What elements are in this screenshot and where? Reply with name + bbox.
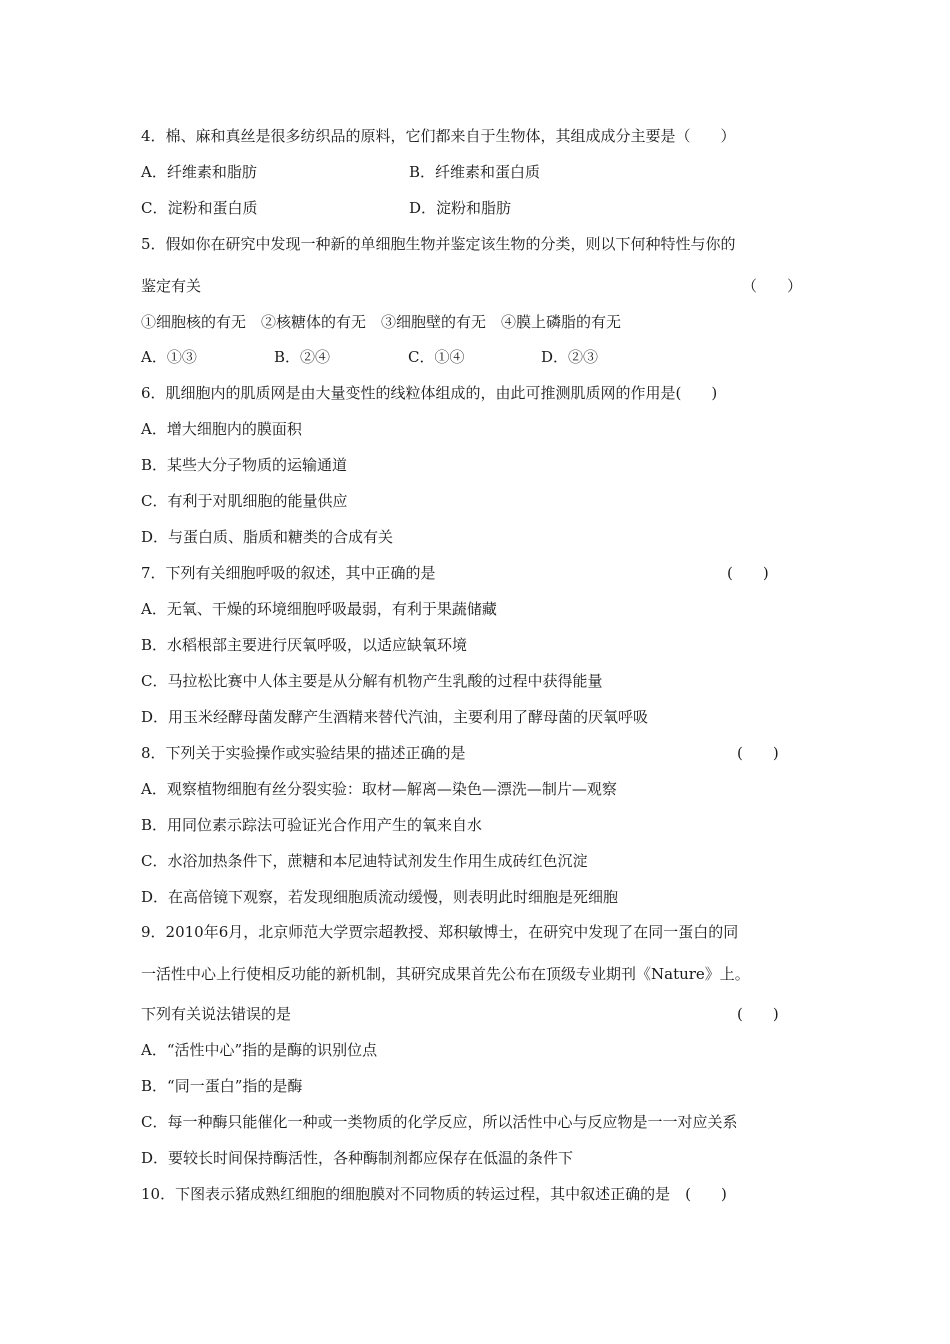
q9-option-b: B．“同一蛋白”指的是酶 bbox=[141, 1077, 303, 1095]
q9-option-c: C．每一种酶只能催化一种或一类物质的化学反应，所以活性中心与反应物是一一对应关系 bbox=[141, 1113, 738, 1131]
q6-option-d: D．与蛋白质、脂质和糖类的合成有关 bbox=[141, 528, 394, 546]
q9-stem-line3: 下列有关说法错误的是 bbox=[141, 1005, 292, 1023]
q8-option-d: D．在高倍镜下观察，若发现细胞质流动缓慢，则表明此时细胞是死细胞 bbox=[141, 888, 619, 906]
q5-option-a: A．①③ bbox=[141, 348, 197, 366]
q5-items: ①细胞核的有无 ②核糖体的有无 ③细胞壁的有无 ④膜上磷脂的有无 bbox=[141, 313, 622, 331]
q6-option-b: B．某些大分子物质的运输通道 bbox=[141, 456, 348, 474]
q9-answer-paren: ( ) bbox=[737, 1005, 779, 1023]
q7-stem: 7．下列有关细胞呼吸的叙述，其中正确的是 bbox=[141, 564, 436, 582]
q8-option-c: C．水浴加热条件下，蔗糖和本尼迪特试剂发生作用生成砖红色沉淀 bbox=[141, 852, 588, 870]
q5-answer-paren: （ ） bbox=[742, 277, 803, 295]
q5-stem-line2: 鉴定有关 bbox=[141, 277, 202, 295]
q4-option-a: A．纤维素和脂肪 bbox=[141, 163, 257, 181]
q5-option-b: B．②④ bbox=[274, 348, 331, 366]
q8-option-a: A．观察植物细胞有丝分裂实验：取材—解离—染色—漂洗—制片—观察 bbox=[141, 780, 617, 798]
q6-option-a: A．增大细胞内的膜面积 bbox=[141, 420, 302, 438]
q4-option-d: D．淀粉和脂肪 bbox=[409, 199, 512, 217]
q9-stem-line1: 9．2010年6月，北京师范大学贾宗超教授、郑积敏博士，在研究中发现了在同一蛋白的同 bbox=[141, 923, 739, 941]
q7-option-d: D．用玉米经酵母菌发酵产生酒精来替代汽油，主要利用了酵母菌的厌氧呼吸 bbox=[141, 708, 649, 726]
q9-stem-line2: 一活性中心上行使相反功能的新机制，其研究成果首先公布在顶级专业期刊《Nature》上。 bbox=[141, 965, 750, 983]
q10-stem: 10．下图表示猪成熟红细胞的细胞膜对不同物质的转运过程，其中叙述正确的是 ( ) bbox=[141, 1185, 727, 1203]
q4-stem: 4．棉、麻和真丝是很多纺织品的原料，它们都来自于生物体，其组成成分主要是（ ） bbox=[141, 127, 736, 145]
q7-answer-paren: ( ) bbox=[727, 564, 769, 582]
q8-answer-paren: ( ) bbox=[737, 744, 779, 762]
q5-option-d: D．②③ bbox=[541, 348, 599, 366]
q8-stem: 8．下列关于实验操作或实验结果的描述正确的是 bbox=[141, 744, 466, 762]
q8-option-b: B．用同位素示踪法可验证光合作用产生的氧来自水 bbox=[141, 816, 483, 834]
q5-stem-line1: 5．假如你在研究中发现一种新的单细胞生物并鉴定该生物的分类，则以下何种特性与你的 bbox=[141, 235, 736, 253]
q9-option-a: A．“活性中心”指的是酶的识别位点 bbox=[141, 1041, 378, 1059]
q7-option-c: C．马拉松比赛中人体主要是从分解有机物产生乳酸的过程中获得能量 bbox=[141, 672, 603, 690]
q4-option-c: C．淀粉和蛋白质 bbox=[141, 199, 258, 217]
q4-option-b: B．纤维素和蛋白质 bbox=[409, 163, 541, 181]
q9-option-d: D．要较长时间保持酶活性，各种酶制剂都应保存在低温的条件下 bbox=[141, 1149, 574, 1167]
q6-option-c: C．有利于对肌细胞的能量供应 bbox=[141, 492, 348, 510]
q6-stem: 6．肌细胞内的肌质网是由大量变性的线粒体组成的，由此可推测肌质网的作用是( ) bbox=[141, 384, 718, 402]
q7-option-a: A．无氧、干燥的环境细胞呼吸最弱，有利于果蔬储藏 bbox=[141, 600, 497, 618]
q7-option-b: B．水稻根部主要进行厌氧呼吸，以适应缺氧环境 bbox=[141, 636, 468, 654]
q5-option-c: C．①④ bbox=[408, 348, 465, 366]
